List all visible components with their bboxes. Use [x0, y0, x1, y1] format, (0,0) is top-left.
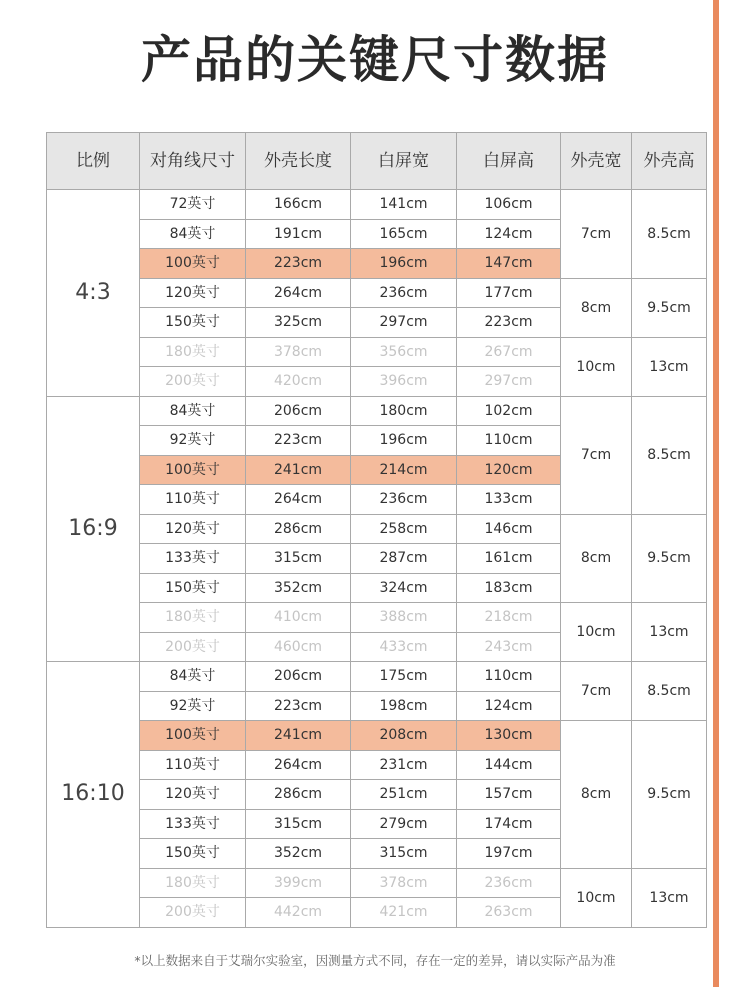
shell-width-cell: 10cm: [561, 868, 632, 927]
ratio-cell: 16:9: [47, 396, 140, 662]
cell-length: 442cm: [246, 898, 351, 928]
cell-height: 110cm: [457, 662, 561, 692]
table-row-faded: [47, 868, 707, 898]
table-row: [47, 662, 707, 692]
shell-width-cell: 10cm: [561, 337, 632, 396]
cell-size: 150英寸: [140, 839, 246, 869]
cell-length: 264cm: [246, 485, 351, 515]
cell-height: 124cm: [457, 691, 561, 721]
cell-size: 120英寸: [140, 514, 246, 544]
cell-height: 236cm: [457, 868, 561, 898]
cell-size: 92英寸: [140, 691, 246, 721]
cell-length: 223cm: [246, 426, 351, 456]
cell-length: 399cm: [246, 868, 351, 898]
cell-height: 144cm: [457, 750, 561, 780]
ratio-cell: 4:3: [47, 190, 140, 397]
cell-size: 84英寸: [140, 219, 246, 249]
cell-length: 206cm: [246, 396, 351, 426]
cell-size: 84英寸: [140, 662, 246, 692]
cell-width: 324cm: [351, 573, 457, 603]
cell-length: 223cm: [246, 691, 351, 721]
cell-width: 175cm: [351, 662, 457, 692]
shell-height-cell: 13cm: [632, 868, 707, 927]
cell-height: 146cm: [457, 514, 561, 544]
cell-height: 263cm: [457, 898, 561, 928]
cell-size: 133英寸: [140, 544, 246, 574]
cell-length: 264cm: [246, 278, 351, 308]
shell-height-cell: 13cm: [632, 603, 707, 662]
cell-width: 279cm: [351, 809, 457, 839]
cell-height: 106cm: [457, 190, 561, 220]
cell-width: 214cm: [351, 455, 457, 485]
cell-size: 110英寸: [140, 485, 246, 515]
cell-height: 183cm: [457, 573, 561, 603]
footnote: *以上数据来自于艾瑞尔实验室，因测量方式不同，存在一定的差异，请以实际产品为准: [134, 953, 616, 968]
cell-size: 84英寸: [140, 396, 246, 426]
cell-height: 177cm: [457, 278, 561, 308]
cell-width: 231cm: [351, 750, 457, 780]
cell-height: 102cm: [457, 396, 561, 426]
cell-size: 92英寸: [140, 426, 246, 456]
cell-length: 352cm: [246, 573, 351, 603]
header-screen-width: 白屏宽: [351, 133, 457, 190]
cell-height: 297cm: [457, 367, 561, 397]
cell-size: 200英寸: [140, 898, 246, 928]
cell-width: 236cm: [351, 485, 457, 515]
cell-length: 315cm: [246, 544, 351, 574]
cell-length: 166cm: [246, 190, 351, 220]
cell-height: 267cm: [457, 337, 561, 367]
cell-length: 286cm: [246, 780, 351, 810]
ratio-cell: 16:10: [47, 662, 140, 928]
cell-length: 378cm: [246, 337, 351, 367]
header-diagonal: 对角线尺寸: [140, 133, 246, 190]
cell-height: 243cm: [457, 632, 561, 662]
cell-size: 100英寸: [140, 721, 246, 751]
cell-height: 218cm: [457, 603, 561, 633]
cell-width: 421cm: [351, 898, 457, 928]
cell-height: 147cm: [457, 249, 561, 279]
cell-size: 150英寸: [140, 308, 246, 338]
cell-length: 241cm: [246, 455, 351, 485]
header-ratio: 比例: [47, 133, 140, 190]
cell-height: 130cm: [457, 721, 561, 751]
cell-height: 223cm: [457, 308, 561, 338]
cell-size: 100英寸: [140, 249, 246, 279]
shell-height-cell: 9.5cm: [632, 278, 707, 337]
cell-width: 287cm: [351, 544, 457, 574]
cell-width: 356cm: [351, 337, 457, 367]
cell-length: 264cm: [246, 750, 351, 780]
shell-height-cell: 8.5cm: [632, 190, 707, 279]
cell-height: 161cm: [457, 544, 561, 574]
cell-length: 191cm: [246, 219, 351, 249]
cell-height: 124cm: [457, 219, 561, 249]
cell-size: 180英寸: [140, 337, 246, 367]
cell-height: 197cm: [457, 839, 561, 869]
shell-width-cell: 7cm: [561, 190, 632, 279]
cell-size: 180英寸: [140, 603, 246, 633]
shell-width-cell: 10cm: [561, 603, 632, 662]
cell-size: 133英寸: [140, 809, 246, 839]
cell-width: 297cm: [351, 308, 457, 338]
cell-size: 120英寸: [140, 780, 246, 810]
cell-width: 251cm: [351, 780, 457, 810]
cell-width: 236cm: [351, 278, 457, 308]
cell-height: 174cm: [457, 809, 561, 839]
cell-length: 410cm: [246, 603, 351, 633]
cell-length: 315cm: [246, 809, 351, 839]
shell-height-cell: 9.5cm: [632, 721, 707, 869]
table-row: [47, 514, 707, 544]
size-table: [46, 132, 707, 928]
shell-height-cell: 9.5cm: [632, 514, 707, 603]
accent-bar: [713, 0, 719, 987]
cell-width: 196cm: [351, 426, 457, 456]
cell-width: 198cm: [351, 691, 457, 721]
page-title: 产品的关键尺寸数据: [141, 31, 609, 89]
cell-width: 396cm: [351, 367, 457, 397]
cell-length: 286cm: [246, 514, 351, 544]
cell-width: 208cm: [351, 721, 457, 751]
shell-width-cell: 8cm: [561, 721, 632, 869]
cell-height: 133cm: [457, 485, 561, 515]
shell-width-cell: 7cm: [561, 396, 632, 514]
cell-length: 206cm: [246, 662, 351, 692]
cell-size: 150英寸: [140, 573, 246, 603]
cell-size: 180英寸: [140, 868, 246, 898]
header-shell-width: 外壳宽: [561, 133, 632, 190]
shell-width-cell: 8cm: [561, 514, 632, 603]
cell-size: 200英寸: [140, 367, 246, 397]
cell-width: 315cm: [351, 839, 457, 869]
cell-height: 157cm: [457, 780, 561, 810]
cell-length: 460cm: [246, 632, 351, 662]
table-row-highlight: [47, 721, 707, 751]
cell-size: 110英寸: [140, 750, 246, 780]
shell-height-cell: 8.5cm: [632, 662, 707, 721]
table-row-faded: [47, 603, 707, 633]
shell-width-cell: 8cm: [561, 278, 632, 337]
cell-size: 200英寸: [140, 632, 246, 662]
cell-width: 165cm: [351, 219, 457, 249]
table-row: [47, 278, 707, 308]
header-shell-height: 外壳高: [632, 133, 707, 190]
cell-width: 433cm: [351, 632, 457, 662]
shell-height-cell: 8.5cm: [632, 396, 707, 514]
cell-length: 241cm: [246, 721, 351, 751]
cell-size: 72英寸: [140, 190, 246, 220]
table-row: [47, 190, 707, 220]
cell-width: 196cm: [351, 249, 457, 279]
cell-height: 120cm: [457, 455, 561, 485]
cell-width: 258cm: [351, 514, 457, 544]
shell-width-cell: 7cm: [561, 662, 632, 721]
cell-width: 378cm: [351, 868, 457, 898]
table-header-row: [47, 133, 707, 190]
table-row-faded: [47, 337, 707, 367]
cell-length: 223cm: [246, 249, 351, 279]
cell-length: 325cm: [246, 308, 351, 338]
shell-height-cell: 13cm: [632, 337, 707, 396]
cell-height: 110cm: [457, 426, 561, 456]
header-screen-height: 白屏高: [457, 133, 561, 190]
cell-length: 352cm: [246, 839, 351, 869]
cell-size: 120英寸: [140, 278, 246, 308]
cell-width: 388cm: [351, 603, 457, 633]
cell-size: 100英寸: [140, 455, 246, 485]
cell-width: 141cm: [351, 190, 457, 220]
header-shell-length: 外壳长度: [246, 133, 351, 190]
table-row: [47, 396, 707, 426]
cell-width: 180cm: [351, 396, 457, 426]
cell-length: 420cm: [246, 367, 351, 397]
